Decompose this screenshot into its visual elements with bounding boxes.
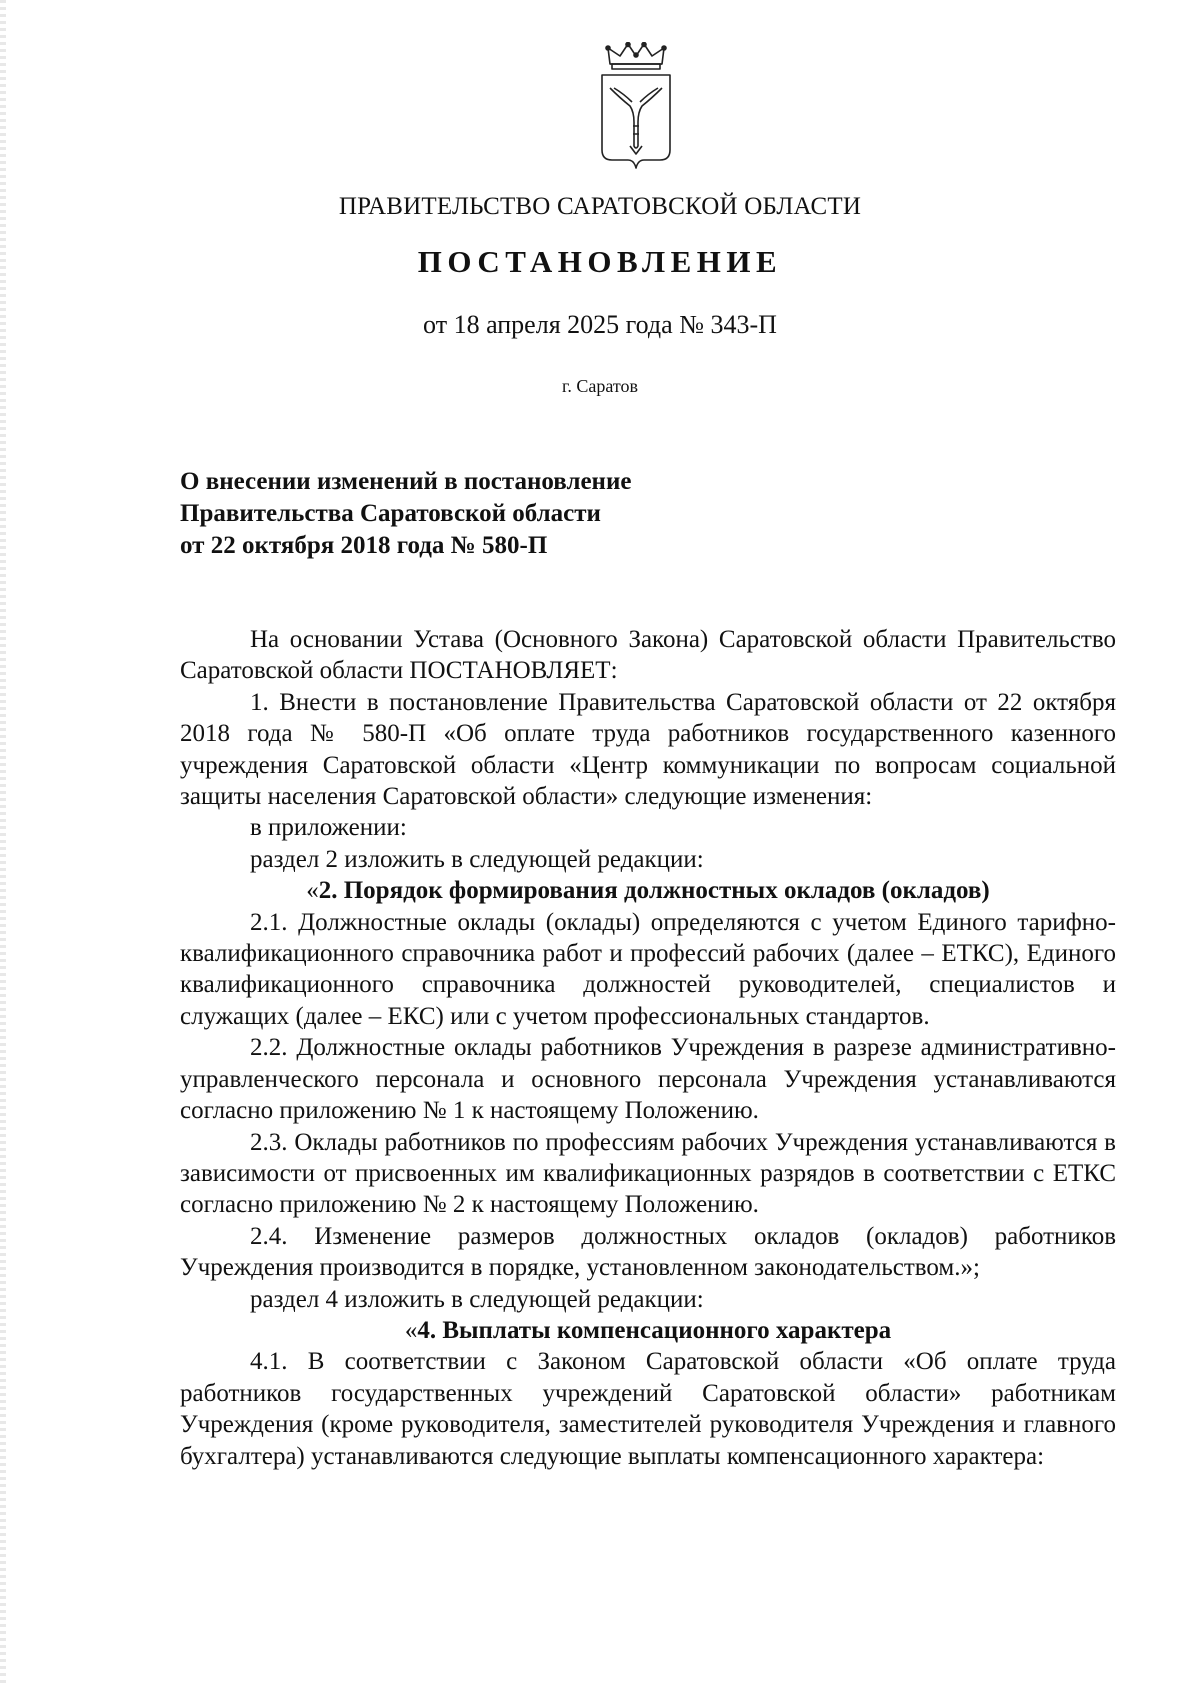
section-2-heading [180,875,1116,906]
document-body [180,624,1116,1472]
government-name: ПРАВИТЕЛЬСТВО САРАТОВСКОЙ ОБЛАСТИ [338,193,862,220]
subject-line-3: от 22 октября 2018 года № 580-П [180,532,548,559]
section-2-title: 2. Порядок формирования должностных окладов (окладов) [318,877,990,905]
section-4-heading [180,1315,1116,1346]
subject-line-2: Правительства Саратовской области [180,500,601,527]
paragraph-section-2-intro: раздел 2 изложить в следующей редакции: [250,845,704,873]
subject-line-1: О внесении изменений в постановление [180,468,632,495]
paragraph-2-4: 2.4. Изменение размеров должностных окладов (окладов) работников Учреждения производится в порядке, установленном законодательством.»; [180,1222,1116,1282]
coat-of-arms-icon [596,42,676,172]
paragraph-section-4-intro: раздел 4 изложить в следующей редакции: [250,1285,704,1313]
open-quote: « [306,877,319,905]
paragraph-4-1: 4.1. В соответствии с Законом Саратовской области «Об оплате труда работников государственных учреждений Саратовской области» работникам Учреждения (кроме руководителя, заместителей руководителя Учреждения и главного бухгалтера) устанавливаются следующие выплаты компенсационного характера: [180,1348,1116,1470]
section-4-title: 4. Выплаты компенсационного характера [417,1316,892,1344]
paragraph-2-3: 2.3. Оклады работников по профессиям рабочих Учреждения устанавливаются в зависимости от присвоенных им квалификационных разрядов в соответствии с ЕТКС согласно приложению № 2 к настоящему Положению. [180,1128,1116,1219]
city: г. Саратов [562,376,638,396]
document-type-title: ПОСТАНОВЛЕНИЕ [417,244,783,279]
date-and-number: от 18 апреля 2025 года № 343-П [423,310,777,339]
paragraph-in-annex: в приложении: [250,814,407,842]
open-quote: « [404,1316,418,1344]
paragraph-2-1: 2.1. Должностные оклады (оклады) определяются с учетом Единого тарифно-квалификационного справочника работ и профессий рабочих (далее – ЕТКС), Единого квалификационного справочника должностей руководителей, специалистов и служащих (далее – ЕКС) или с учетом профессиональных стандартов. [180,908,1116,1030]
paragraph-2-2: 2.2. Должностные оклады работников Учреждения в разрезе административно-управленческого персонала и основного персонала Учреждения устанавливаются согласно приложению № 1 к настоящему Положению. [180,1034,1116,1125]
paragraph-basis: На основании Устава (Основного Закона) Саратовской области Правительство Саратовской области ПОСТАНОВЛЯЕТ: [180,626,1116,685]
document-subject [180,466,631,562]
paragraph-1: 1. Внести в постановление Правительства Саратовской области от 22 октября 2018 года № 580-П «Об оплате труда работников государственного казенного учреждения Саратовской области «Центр коммуникации по вопросам социальной защиты населения Саратовской области» следующие изменения: [180,688,1116,811]
